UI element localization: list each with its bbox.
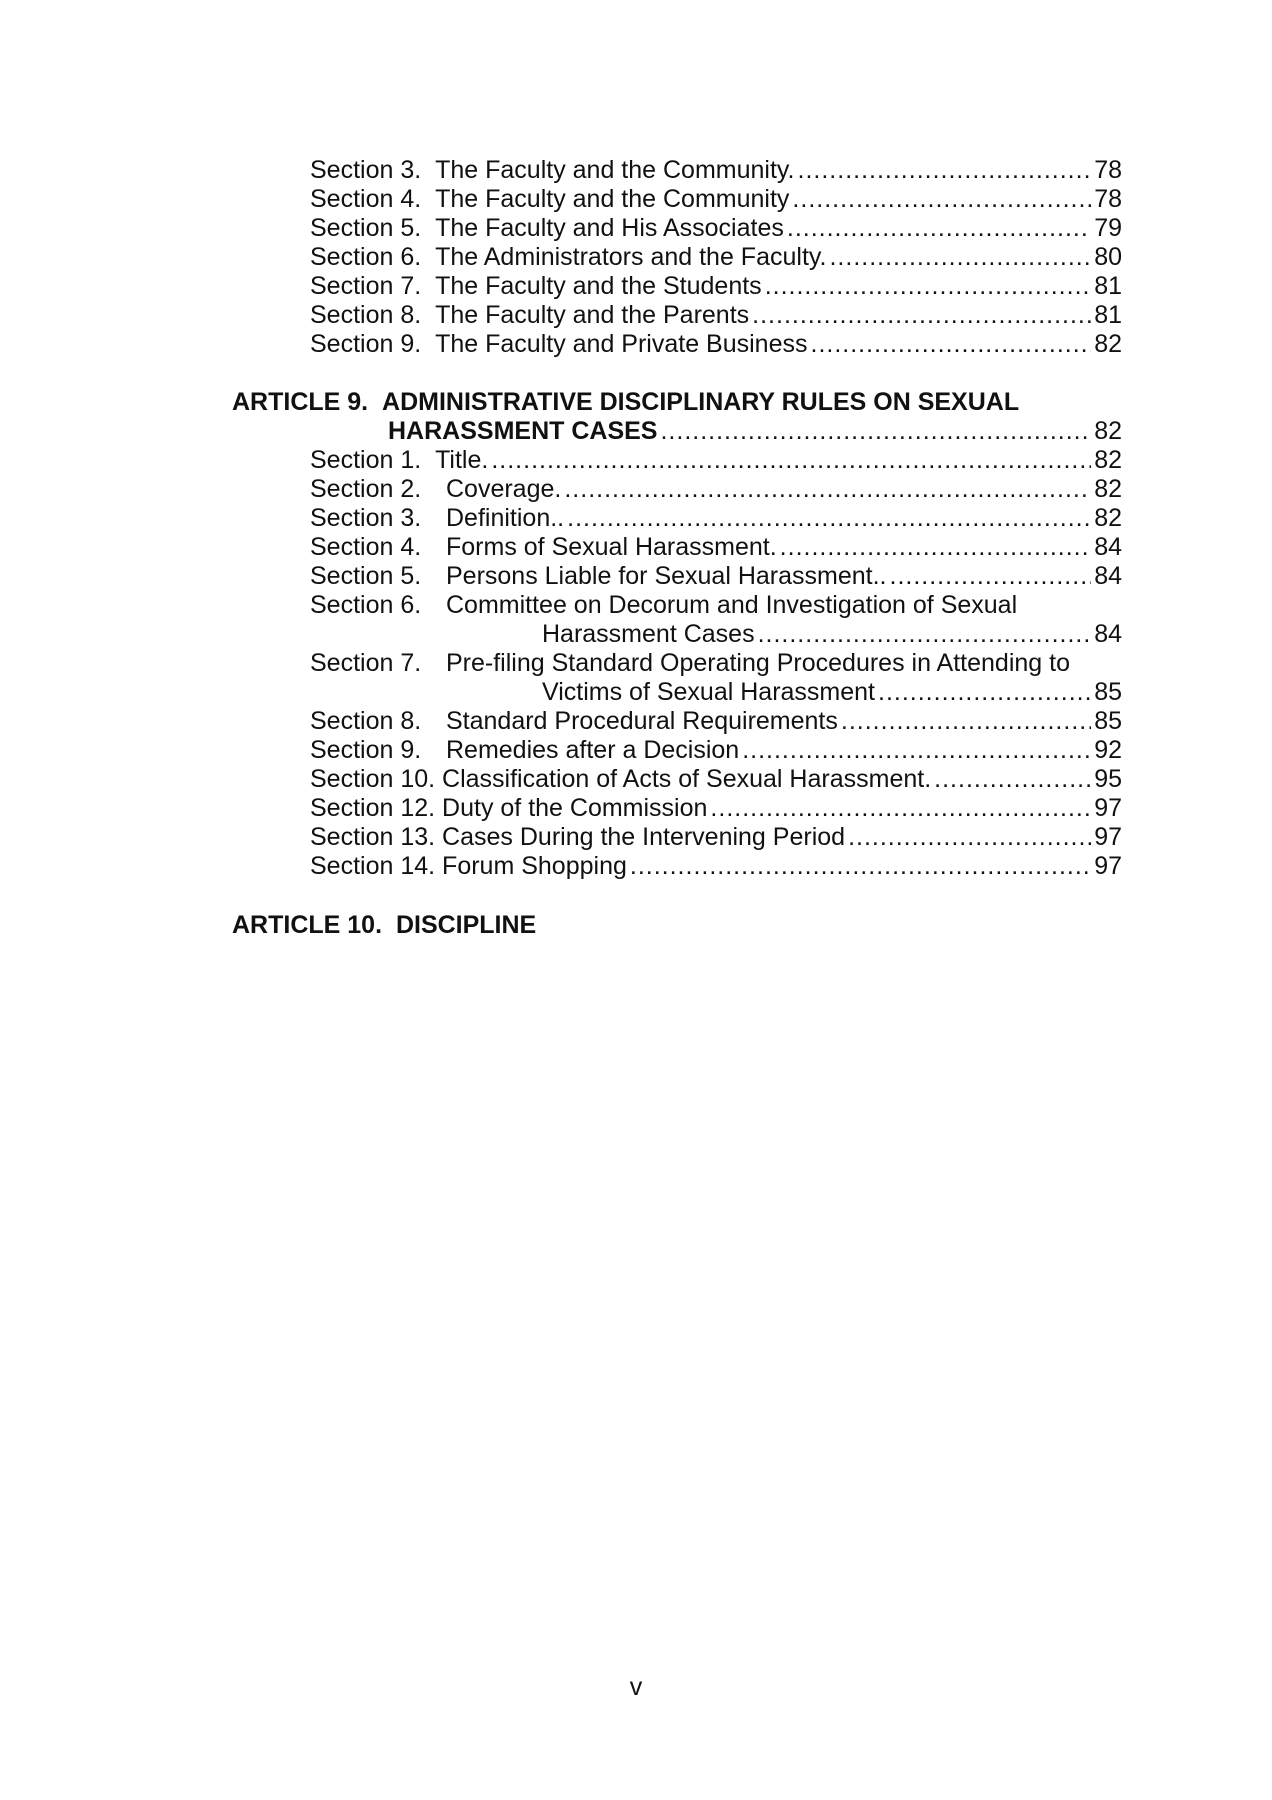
section-label: Section 3. <box>310 504 422 532</box>
section-title: Remedies after a Decision <box>446 736 740 764</box>
section-title: The Administrators and the Faculty. <box>435 243 827 271</box>
dot-leader <box>758 619 1092 649</box>
section-title: The Faculty and the Parents <box>435 301 750 329</box>
article-title-line1: ADMINISTRATIVE DISCIPLINARY RULES ON SEXUAL <box>382 388 1020 416</box>
toc-entry[interactable] <box>310 474 1122 504</box>
dot-leader <box>934 764 1091 794</box>
page-ref: 82 <box>1094 330 1122 358</box>
article-10-heading[interactable] <box>232 910 1122 940</box>
section-label: Section 2. <box>310 475 422 503</box>
toc-entry[interactable] <box>310 706 1122 736</box>
toc-entry[interactable] <box>310 445 1122 475</box>
section-title: Title. <box>435 446 489 474</box>
page-ref: 97 <box>1094 794 1122 822</box>
section-label: Section 5. <box>310 562 422 590</box>
section-label: Section 8. <box>310 707 422 735</box>
section-title: The Faculty and the Community. <box>435 156 795 184</box>
toc-entry[interactable] <box>310 561 1122 591</box>
section-label: Section 13. <box>310 823 436 851</box>
section-label: Section 14. <box>310 852 436 880</box>
toc-entry[interactable] <box>310 851 1122 881</box>
page-ref: 81 <box>1094 272 1122 300</box>
section-title: Standard Procedural Requirements <box>446 707 838 735</box>
article-9-heading[interactable] <box>232 387 1122 417</box>
dot-leader <box>848 822 1091 852</box>
section-label: Section 7. <box>310 272 422 300</box>
page-ref: 82 <box>1094 504 1122 532</box>
section-label: Section 10. <box>310 765 436 793</box>
toc-entry[interactable] <box>310 793 1122 823</box>
page-ref: 78 <box>1094 156 1122 184</box>
dot-leader <box>567 503 1091 533</box>
dot-leader <box>630 851 1091 881</box>
dot-leader <box>787 213 1091 243</box>
toc-entry[interactable] <box>310 271 1122 301</box>
section-label: Section 4. <box>310 185 422 213</box>
toc-entry[interactable] <box>310 213 1122 243</box>
toc-entry-line2[interactable] <box>542 677 1122 707</box>
dot-leader <box>752 300 1091 330</box>
section-title: Cases During the Intervening Period <box>442 823 846 851</box>
toc-entry-line1[interactable] <box>310 648 1122 678</box>
section-label: Section 12. <box>310 794 436 822</box>
page-ref: 78 <box>1094 185 1122 213</box>
toc-entry[interactable] <box>310 242 1122 272</box>
section-label: Section 9. <box>310 330 422 358</box>
dot-leader <box>564 474 1091 504</box>
dot-leader <box>491 445 1091 475</box>
section-title: Coverage. <box>446 475 562 503</box>
dot-leader <box>890 561 1092 591</box>
section-title: Persons Liable for Sexual Harassment.. <box>446 562 887 590</box>
section-title-line1: Committee on Decorum and Investigation of Sexual <box>446 591 1018 619</box>
section-title: Classification of Acts of Sexual Harassment. <box>442 765 932 793</box>
page-ref: 85 <box>1094 707 1122 735</box>
toc-entry[interactable] <box>310 155 1122 185</box>
section-label: Section 9. <box>310 736 422 764</box>
article-label: ARTICLE 9. <box>232 388 369 416</box>
page-ref: 79 <box>1094 214 1122 242</box>
article-label: ARTICLE 10. <box>232 911 383 939</box>
page-ref: 81 <box>1094 301 1122 329</box>
section-label: Section 8. <box>310 301 422 329</box>
section-label: Section 7. <box>310 649 422 677</box>
page-ref: 82 <box>1094 446 1122 474</box>
dot-leader <box>710 793 1091 823</box>
toc-entry[interactable] <box>310 822 1122 852</box>
section-label: Section 6. <box>310 243 422 271</box>
article-9-heading-continued[interactable] <box>388 416 1122 446</box>
page-ref: 97 <box>1094 852 1122 880</box>
dot-leader <box>792 184 1091 214</box>
dot-leader <box>829 242 1091 272</box>
section-title: Forms of Sexual Harassment. <box>446 533 777 561</box>
page-number: v <box>629 1673 643 1701</box>
dot-leader <box>798 155 1092 185</box>
article-title: DISCIPLINE <box>395 911 537 939</box>
section-title: Forum Shopping <box>442 852 627 880</box>
article-title-line2: HARASSMENT CASES <box>388 417 658 445</box>
page-ref: 84 <box>1094 562 1122 590</box>
dot-leader <box>765 271 1092 301</box>
section-label: Section 1. <box>310 446 422 474</box>
toc-entry[interactable] <box>310 764 1122 794</box>
section-label: Section 4. <box>310 533 422 561</box>
dot-leader <box>811 329 1092 359</box>
dot-leader <box>780 532 1092 562</box>
dot-leader <box>878 677 1091 707</box>
section-title: Definition.. <box>446 504 565 532</box>
toc-entry[interactable] <box>310 184 1122 214</box>
section-title: The Faculty and the Students <box>435 272 762 300</box>
page-ref: 82 <box>1094 417 1122 445</box>
page-ref: 97 <box>1094 823 1122 851</box>
page-ref: 92 <box>1094 736 1122 764</box>
toc-entry[interactable] <box>310 503 1122 533</box>
toc-entry[interactable] <box>310 329 1122 359</box>
section-title: The Faculty and Private Business <box>435 330 808 358</box>
toc-entry[interactable] <box>310 735 1122 765</box>
dot-leader <box>841 706 1091 736</box>
section-title: The Faculty and His Associates <box>435 214 784 242</box>
section-title: Duty of the Commission <box>442 794 708 822</box>
section-label: Section 6. <box>310 591 422 619</box>
toc-entry-line1[interactable] <box>310 590 1122 620</box>
section-title-line1: Pre-filing Standard Operating Procedures in Attending to <box>446 649 1070 677</box>
toc-entry-line2[interactable] <box>542 619 1122 649</box>
section-title: The Faculty and the Community <box>435 185 790 213</box>
section-title-line2: Harassment Cases <box>542 620 755 648</box>
page-ref: 84 <box>1094 620 1122 648</box>
page-ref: 80 <box>1094 243 1122 271</box>
page-ref: 84 <box>1094 533 1122 561</box>
dot-leader <box>742 735 1091 765</box>
section-label: Section 3. <box>310 156 422 184</box>
page-ref: 95 <box>1094 765 1122 793</box>
section-label: Section 5. <box>310 214 422 242</box>
toc-entry[interactable] <box>310 532 1122 562</box>
page-ref: 85 <box>1094 678 1122 706</box>
dot-leader <box>660 416 1091 446</box>
toc-entry[interactable] <box>310 300 1122 330</box>
section-title-line2: Victims of Sexual Harassment <box>542 678 875 706</box>
page-ref: 82 <box>1094 475 1122 503</box>
